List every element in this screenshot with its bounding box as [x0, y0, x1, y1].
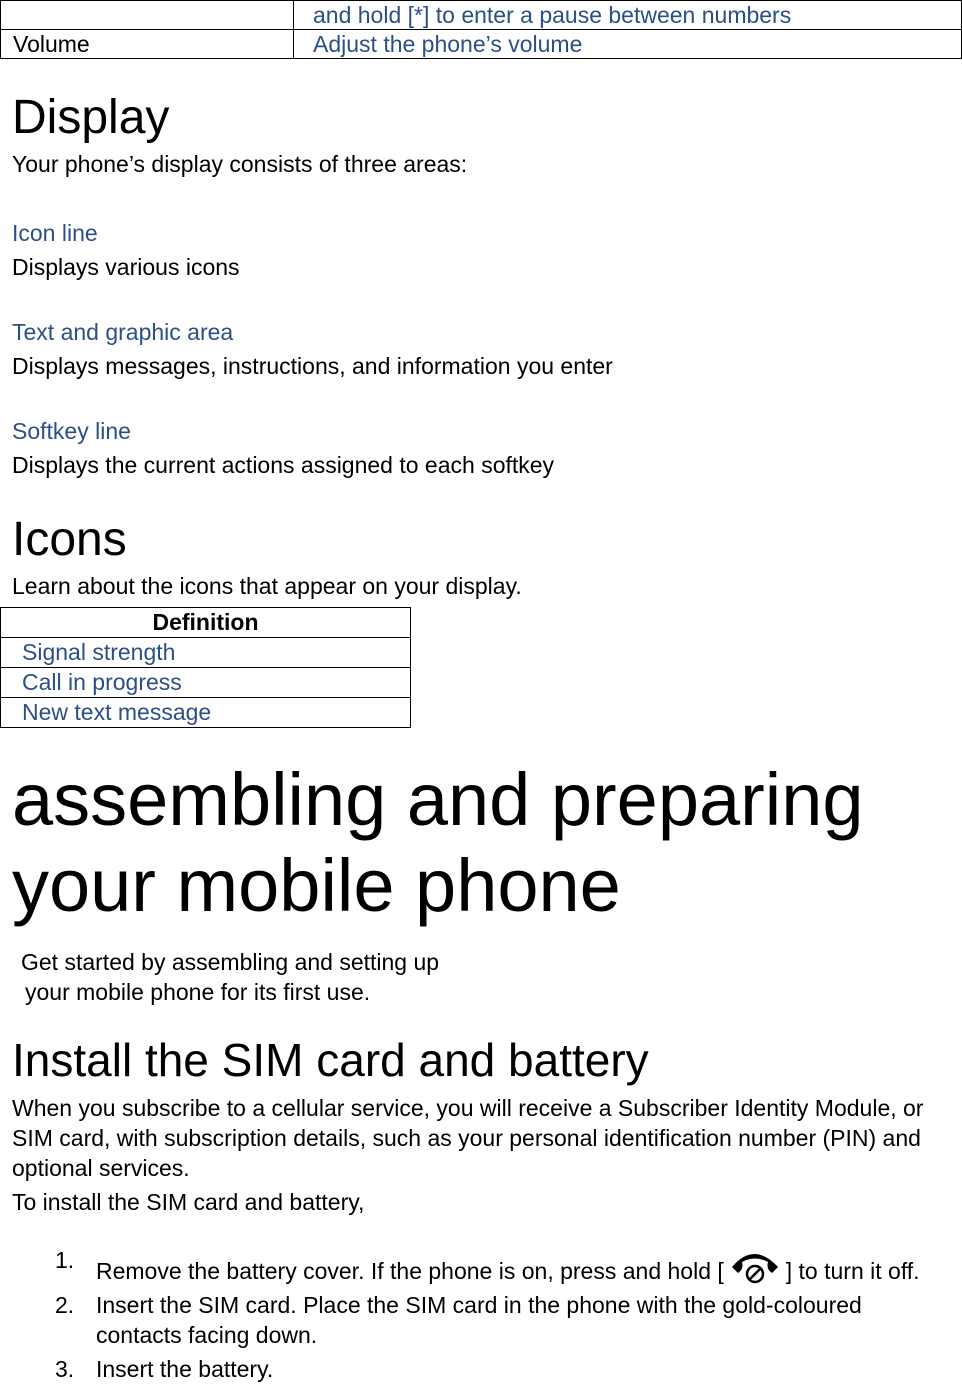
- step-number: 1.: [55, 1247, 75, 1273]
- step-text-end: ] to turn it off.: [785, 1258, 920, 1284]
- definition-header: Definition: [1, 608, 411, 638]
- area-description: Displays messages, instructions, and information you enter: [12, 353, 613, 379]
- step-number: 3.: [55, 1356, 75, 1382]
- step-text: Insert the battery.: [96, 1356, 274, 1382]
- end-key-icon: [724, 1245, 786, 1285]
- key-cell: [1, 1, 294, 30]
- chapter-title-line2: your mobile phone: [12, 844, 621, 927]
- display-intro: Your phone’s display consists of three areas:: [12, 151, 468, 177]
- chapter-title-line1: assembling and preparing: [12, 758, 864, 841]
- step-text: Insert the SIM card. Place the SIM card in the phone with the gold-coloured contacts facing down.: [96, 1292, 862, 1348]
- definition-cell: New text message: [1, 698, 411, 728]
- icons-heading: Icons: [12, 513, 127, 566]
- area-name: Softkey line: [12, 418, 131, 444]
- table-row: [1, 668, 411, 698]
- table-row: [1, 30, 962, 59]
- function-cell: and hold [*] to enter a pause between numbers: [294, 1, 962, 30]
- definition-cell: Signal strength: [1, 638, 411, 668]
- list-item: [0, 1290, 950, 1350]
- table-header-row: [1, 608, 411, 638]
- install-heading: Install the SIM card and battery: [12, 1034, 649, 1086]
- area-description: Displays the current actions assigned to each softkey: [12, 452, 555, 478]
- chapter-intro-line2: your mobile phone for its first use.: [25, 979, 371, 1005]
- area-description: Displays various icons: [12, 254, 240, 280]
- area-name: Icon line: [12, 220, 98, 246]
- display-heading: Display: [12, 91, 170, 144]
- install-lead: To install the SIM card and battery,: [12, 1189, 365, 1215]
- table-row: [1, 698, 411, 728]
- key-cell: Volume: [1, 30, 294, 59]
- icons-intro: Learn about the icons that appear on your display.: [12, 573, 522, 599]
- definition-cell: Call in progress: [1, 668, 411, 698]
- step-number: 2.: [55, 1292, 75, 1318]
- icons-table: [0, 607, 411, 728]
- list-item: [0, 1245, 950, 1286]
- list-item: [0, 1354, 950, 1384]
- install-steps: [0, 1245, 950, 1384]
- table-row: [1, 638, 411, 668]
- area-name: Text and graphic area: [12, 319, 234, 345]
- function-cell: Adjust the phone’s volume: [294, 30, 962, 59]
- keys-table: [0, 0, 962, 59]
- table-row: [1, 1, 962, 30]
- install-paragraph: When you subscribe to a cellular service, you will receive a Subscriber Identity Module, or SIM card, with subscription details, such as your personal identification number (PIN) and optional services.: [12, 1095, 924, 1181]
- step-text: Remove the battery cover. If the phone is on, press and hold [: [96, 1258, 724, 1284]
- chapter-intro-line1: Get started by assembling and setting up: [21, 949, 440, 975]
